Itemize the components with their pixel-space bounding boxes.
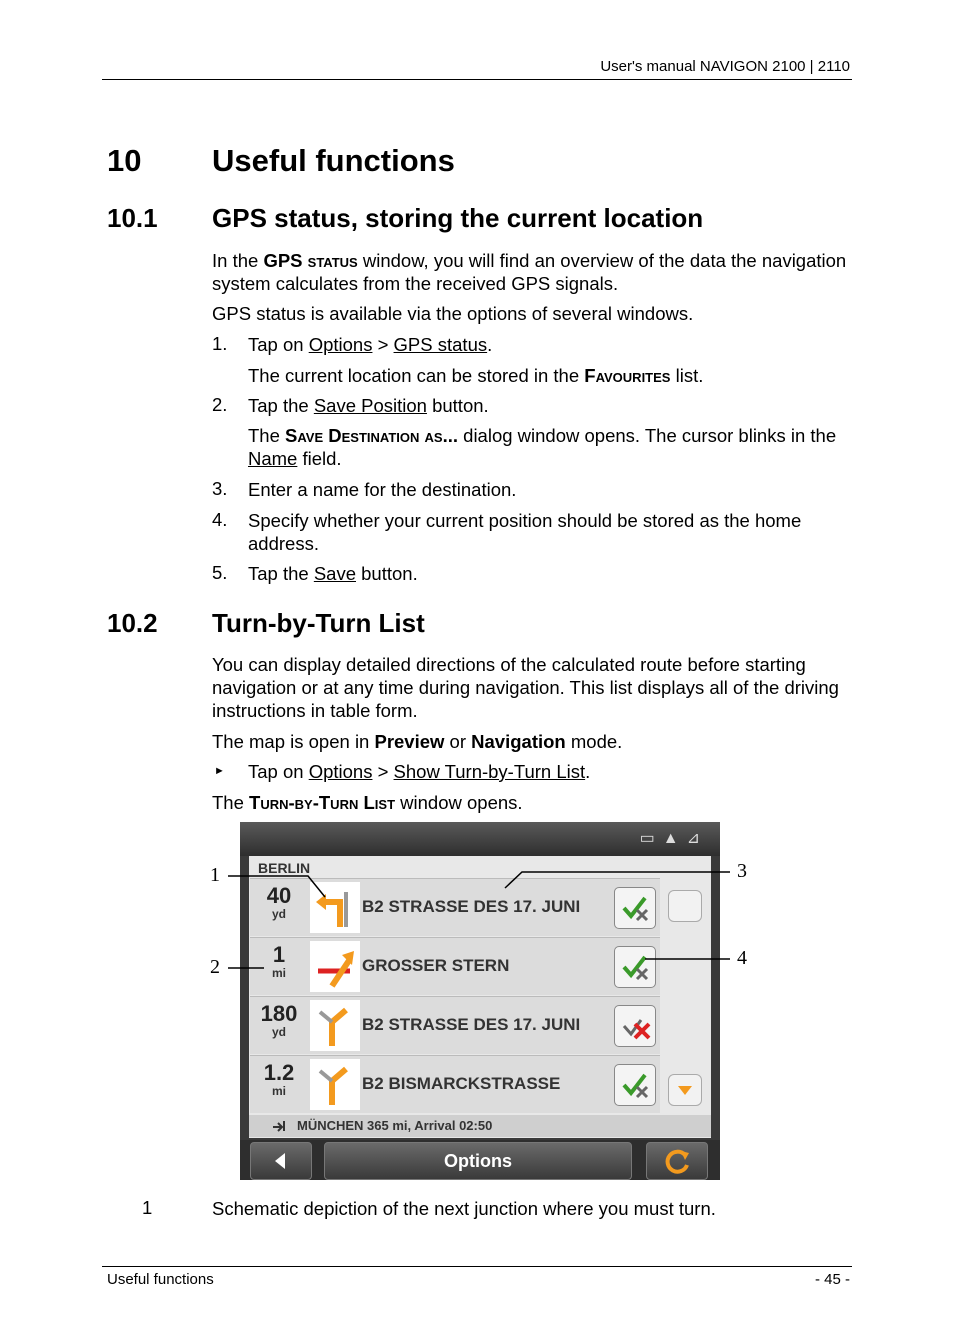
avoid-toggle-icon[interactable] — [614, 946, 656, 988]
scroll-up-button[interactable] — [668, 890, 702, 922]
status-bar — [240, 822, 720, 856]
paragraph: GPS status is available via the options of several windows. — [212, 303, 694, 324]
step-number: 3. — [212, 478, 228, 499]
step-text: Tap the Save Position button. — [248, 395, 489, 416]
step-number: 5. — [212, 562, 228, 583]
back-button[interactable] — [250, 1142, 312, 1180]
step-text: Tap on Options > Show Turn-by-Turn List. — [248, 761, 591, 782]
turn-by-turn-screenshot — [240, 822, 720, 1180]
step-text: Specify whether your current position should be stored as the home address. — [248, 510, 802, 554]
street-name: B2 STRASSE DES 17. JUNI — [362, 1015, 581, 1034]
turn-right-icon — [310, 941, 360, 992]
callout-4: 4 — [737, 947, 747, 969]
step-text: Enter a name for the destination. — [248, 479, 517, 500]
paragraph: The map is open in Preview or Navigation mode. — [212, 731, 623, 752]
avoid-toggle-icon[interactable] — [614, 1005, 656, 1047]
button-bar — [240, 1140, 720, 1180]
page-number: - 45 - — [814, 1271, 850, 1288]
options-button[interactable]: Options — [324, 1142, 632, 1180]
list-item[interactable] — [250, 937, 660, 995]
list-item[interactable] — [250, 1055, 660, 1113]
start-city: BERLIN — [258, 860, 311, 876]
step-note: The Save Destination as... dialog window opens. The cursor blinks in the Name field. — [248, 425, 837, 469]
list-item[interactable] — [250, 878, 660, 936]
paragraph: You can display detailed directions of the calculated route before starting navigation or at any time during navigation. This list displays all of the driving instructions in table form. — [212, 654, 839, 721]
callout-1: 1 — [210, 864, 220, 886]
distance: 1.2 mi — [263, 1060, 295, 1098]
scroll-down-button[interactable] — [668, 1074, 702, 1106]
street-name: B2 BISMARCKSTRASSE — [362, 1074, 561, 1093]
legend-number: 1 — [142, 1197, 153, 1218]
avoid-toggle-icon[interactable] — [614, 887, 656, 929]
list-item[interactable] — [250, 996, 660, 1054]
status-icons: ▭▲⊿ — [639, 830, 708, 847]
distance: 1 mi — [271, 942, 286, 980]
running-header: User's manual NAVIGON 2100 | 2110 — [600, 58, 850, 75]
paragraph: The Turn-by-Turn List window opens. — [212, 792, 523, 813]
destination-bar — [249, 1115, 711, 1137]
callout-3: 3 — [737, 860, 747, 882]
street-name: GROSSER STERN — [362, 956, 510, 975]
header-rule — [102, 79, 852, 80]
section-title: Turn-by-Turn List — [212, 608, 425, 638]
footer-left: Useful functions — [107, 1271, 214, 1288]
paragraph: In the GPS status window, you will find an overview of the data the navigation system calculates from the received GPS signals. — [212, 250, 847, 294]
section-number: 10.2 — [107, 608, 158, 638]
distance: 40 yd — [266, 883, 292, 921]
destination-icon — [271, 1119, 289, 1133]
chapter-number: 10 — [107, 143, 142, 178]
bullet-arrow-icon: ► — [214, 765, 225, 777]
section-number: 10.1 — [107, 203, 158, 233]
footer-rule — [102, 1266, 852, 1267]
step-number: 2. — [212, 394, 228, 415]
keep-right-icon — [310, 1000, 360, 1051]
avoid-toggle-icon[interactable] — [614, 1064, 656, 1106]
step-number: 1. — [212, 333, 228, 354]
refresh-button[interactable] — [646, 1142, 708, 1180]
step-number: 4. — [212, 509, 228, 530]
distance: 180 yd — [260, 1001, 298, 1039]
street-name: B2 STRASSE DES 17. JUNI — [362, 897, 581, 916]
step-text: Tap on Options > GPS status. — [248, 334, 493, 355]
legend-text: Schematic depiction of the next junction where you must turn. — [212, 1198, 716, 1219]
keep-right-icon — [310, 1059, 360, 1110]
destination-text: MÜNCHEN 365 mi, Arrival 02:50 — [297, 1118, 493, 1133]
chapter-title: Useful functions — [212, 143, 455, 178]
step-text: Tap the Save button. — [248, 563, 418, 584]
step-note: The current location can be stored in the Favourites list. — [248, 365, 704, 386]
turn-left-icon — [310, 882, 360, 933]
callout-2: 2 — [210, 956, 220, 978]
section-title: GPS status, storing the current location — [212, 203, 704, 233]
